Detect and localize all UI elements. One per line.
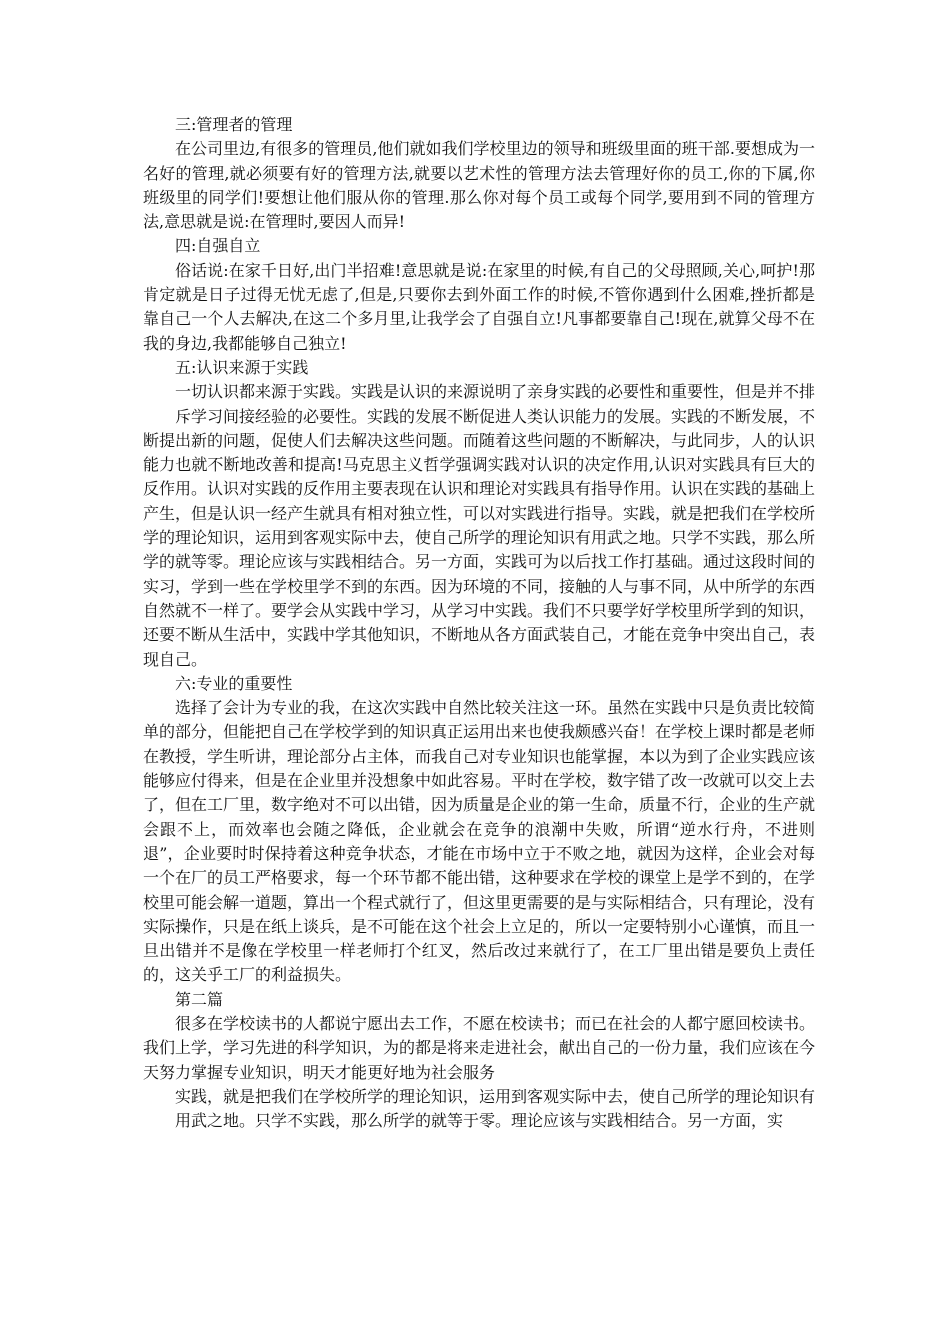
section-heading-major: 六:专业的重要性 [175, 673, 293, 693]
section-heading-practice: 五:认识来源于实践 [175, 357, 309, 377]
paragraph-part-two-practice: 实践，就是把我们在学校所学的理论知识，运用到客观实际中去，使自己所学的理论知识有 [175, 1086, 816, 1106]
paragraph-major: 选择了会计为专业的我，在这次实践中自然比较关注这一环。虽然在实践中只是负责比较简单的部分，但能把自己在学校学到的知识真正运用出来也使我颇感兴奋！在学校上课时都是老师在教授，学生听讲，理论部分占主体，而我自己对专业知识也能掌握，本以为到了企业实践应该能够应付得来，但是在企业里并没想象中如此容易。平时在学校，数字错了改一改就可以交上去了，但在工厂里，数字绝对不可以出错，因为质量是企业的第一生命，质量不行，企业的生产就会跟不上，而效率也会随之降低，企业就会在竞争的浪潮中失败，所谓“逆水行舟，不进则退”，企业要时时保持着这种竞争状态，才能在市场中立于不败之地，就因为这样，企业会对每一个在厂的员工严格要求，每一个环节都不能出错，这种要求在学校的课堂上是学不到的，在学校里可能会解一道题，算出一个程式就行了，但这里更需要的是与实际相结合，只有理论，没有实际操作，只是在纸上谈兵，是不可能在这个社会上立足的，所以一定要特别小心谨慎，而且一旦出错并不是像在学校里一样老师打个红叉，然后改过来就行了，在工厂里出错是要负上责任的，这关乎工厂的利益损失。 [143, 698, 816, 985]
document-page [143, 113, 815, 1133]
section-heading-self-reliance: 四:自强自立 [175, 236, 261, 256]
paragraph-self-reliance: 俗话说:在家千日好,出门半招难!意思就是说:在家里的时候,有自己的父母照顾,关心,呵护!那肯定就是日子过得无忧无虑了,但是,只要你去到外面工作的时候,不管你遇到什么困难,挫折都是靠自己一个人去解决,在这二个多月里,让我学会了自强自立!凡事都要靠自己!现在,就算父母不在我的身边,我都能够自己独立! [143, 260, 815, 353]
section-heading-manager: 三:管理者的管理 [175, 115, 293, 134]
section-heading-part-two: 第二篇 [175, 989, 224, 1009]
paragraph-part-two-continued: 用武之地。只学不实践，那么所学的就等于零。理论应该与实践相结合。另一方面，实 [175, 1111, 784, 1131]
paragraph-practice-body: 斥学习间接经验的必要性。实践的发展不断促进人类认识能力的发展。实践的不断发展，不断提出新的问题，促使人们去解决这些问题。而随着这些问题的不断解决，与此同步，人的认识能力也就不断地改善和提高!马克思主义哲学强调实践对认识的决定作用,认识对实践具有巨大的反作用。认识对实践的反作用主要表现在认识和理论对实践具有指导作用。认识在实践的基础上产生，但是认识一经产生就具有相对独立性，可以对实践进行指导。实践，就是把我们在学校所学的理论知识，运用到客观实际中去，使自己所学的理论知识有用武之地。只学不实践，那么所学的就等零。理论应该与实践相结合。另一方面，实践可为以后找工作打基础。通过这段时间的实习，学到一些在学校里学不到的东西。因为环境的不同，接触的人与事不同，从中所学的东西自然就不一样了。要学会从实践中学习，从学习中实践。我们不只要学好学校里所学到的知识，还要不断从生活中，实践中学其他知识，不断地从各方面武装自己，才能在竞争中突出自己，表现自己。 [143, 406, 816, 669]
paragraph-manager: 在公司里边,有很多的管理员,他们就如我们学校里边的领导和班级里面的班干部.要想成为一名好的管理,就必须要有好的管理方法,就要以艺术性的管理方法去管理好你的员工,你的下属,你班级里的同学们!要想让他们服从你的管理.那么你对每个员工或每个同学,要用到不同的管理方法,意思就是说:在管理时,要因人而异! [143, 139, 815, 232]
paragraph-practice-intro: 一切认识都来源于实践。实践是认识的来源说明了亲身实践的必要性和重要性，但是并不排 [175, 382, 816, 402]
paragraph-part-two-intro: 很多在学校读书的人都说宁愿出去工作，不愿在校读书；而已在社会的人都宁愿回校读书。我们上学，学习先进的科学知识，为的都是将来走进社会，献出自己的一份力量，我们应该在今天努力掌握专业知识，明天才能更好地为社会服务 [143, 1013, 816, 1082]
